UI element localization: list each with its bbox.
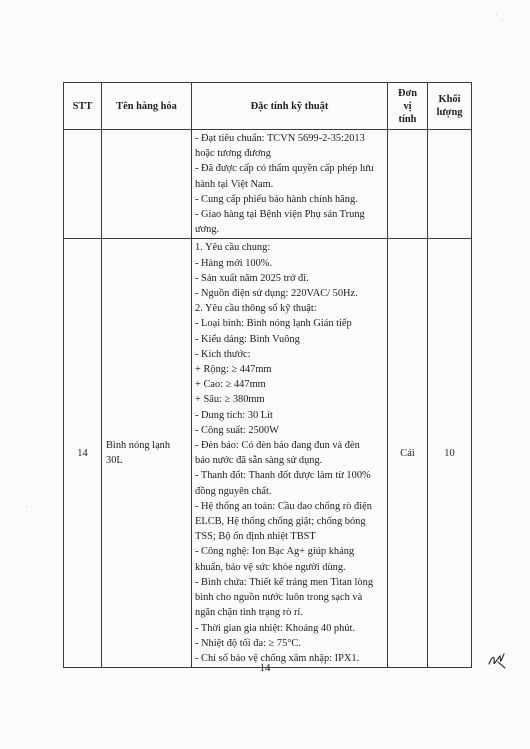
item-name-line: Bình nóng lạnh: [106, 440, 171, 452]
spec-line: - Cung cấp phiếu bảo hành chính hãng.: [195, 193, 358, 205]
spec-line: 2. Yêu cầu thông số kỹ thuật:: [195, 303, 317, 315]
cell-spec-continuation: [192, 130, 388, 239]
spec-line: - Công nghệ: Ion Bạc Ag+ giúp kháng: [195, 546, 355, 558]
spec-line: ELCB, Hệ thống chống giật; chống bỏng: [195, 516, 366, 528]
scan-speck: [26, 506, 27, 507]
header-quantity-line: Khối: [438, 94, 461, 105]
spec-line: đồng nguyên chất.: [195, 485, 272, 497]
cell-technical-spec: [192, 239, 388, 668]
header-item-name: Tên hàng hóa: [102, 83, 192, 130]
spec-line: ương.: [195, 224, 220, 236]
header-quantity-line: lượng: [436, 107, 463, 118]
spec-line: - Thời gian gia nhiệt: Khoảng 40 phút.: [195, 622, 355, 634]
spec-line: - Kích thước:: [195, 348, 251, 360]
spec-line: - Giao hàng tại Bệnh viện Phụ sản Trung: [195, 209, 365, 221]
spec-line: + Rộng: ≥ 447mm: [195, 364, 272, 376]
spec-line: hành tại Việt Nam.: [195, 178, 274, 190]
cell-qty-empty: [428, 130, 472, 239]
spec-line: - Kiểu dáng: Bình Vuông: [195, 333, 300, 345]
spec-line: - Hệ thống an toàn: Cầu dao chống rò điện: [195, 500, 372, 512]
spec-line: 1. Yêu cầu chung:: [195, 242, 271, 254]
spec-line: - Bình chứa: Thiết kế tráng men Titan lòng: [195, 576, 374, 588]
spec-line: hoặc tương đương: [195, 148, 271, 160]
header-technical-spec: Đặc tính kỹ thuật: [192, 83, 388, 130]
spec-line: - Đạt tiêu chuẩn: TCVN 5699-2-35:2013: [195, 133, 365, 144]
spec-line: - Nguồn điện sử dụng: 220VAC/ 50Hz.: [195, 288, 358, 300]
header-unit-line: tính: [398, 113, 417, 125]
table-row-continuation: [64, 130, 472, 239]
spec-line: - Dung tích: 30 Lít: [195, 409, 273, 421]
spec-line: - Sản xuất năm 2025 trở đi.: [195, 272, 309, 284]
header-stt: STT: [64, 83, 102, 130]
spec-line: TSS; Bộ ổn định nhiệt TBST: [195, 531, 316, 543]
cell-unit: Cái: [388, 239, 428, 668]
spec-line: ngăn chặn tình trạng rò rỉ.: [195, 607, 303, 619]
cell-quantity: 10: [428, 239, 472, 668]
spec-line: - Hàng mới 100%.: [195, 257, 273, 269]
page-number: 14: [259, 662, 271, 674]
header-unit-line: Đơn: [397, 87, 418, 99]
cell-stt-empty: [64, 130, 102, 239]
spec-line: khuẩn, bảo vệ sức khỏe người dùng.: [195, 561, 346, 573]
item-name-line: 30L: [106, 455, 123, 467]
header-unit-line: vị: [403, 100, 412, 112]
scan-speck: [502, 20, 503, 21]
signature-mark: [486, 650, 508, 672]
table-header-row: [64, 83, 472, 130]
table-row-item-14: [64, 239, 472, 668]
spec-line: báo nước đã sẵn sàng sử dụng.: [195, 455, 323, 467]
cell-name-empty: [102, 130, 192, 239]
scan-speck: [496, 14, 497, 15]
spec-line: - Đèn báo: Có đèn báo đang đun và đèn: [195, 440, 360, 452]
spec-line: - Loại bình: Bình nóng lạnh Gián tiếp: [195, 318, 352, 330]
cell-stt: 14: [64, 239, 102, 668]
spec-line: - Thanh đốt: Thanh đốt được làm từ 100%: [195, 470, 371, 482]
header-unit: [388, 83, 428, 130]
spec-line: - Đã được cấp có thẩm quyền cấp phép lưu: [195, 163, 374, 175]
cell-unit-empty: [388, 130, 428, 239]
specification-table: [63, 82, 472, 668]
spec-line: + Sâu: ≥ 380mm: [195, 394, 265, 406]
header-quantity: [428, 83, 472, 130]
spec-line: bình cho nguồn nước luôn trong sạch và: [195, 592, 363, 604]
spec-line: - Nhiệt độ tối đa: ≥ 75°C.: [195, 637, 301, 649]
spec-line: - Công suất: 2500W: [195, 424, 279, 436]
spec-line: + Cao: ≥ 447mm: [195, 379, 266, 391]
spec-line: - Chỉ số bảo vệ chống xâm nhập: IPX1.: [195, 652, 360, 664]
cell-item-name: [102, 239, 192, 668]
